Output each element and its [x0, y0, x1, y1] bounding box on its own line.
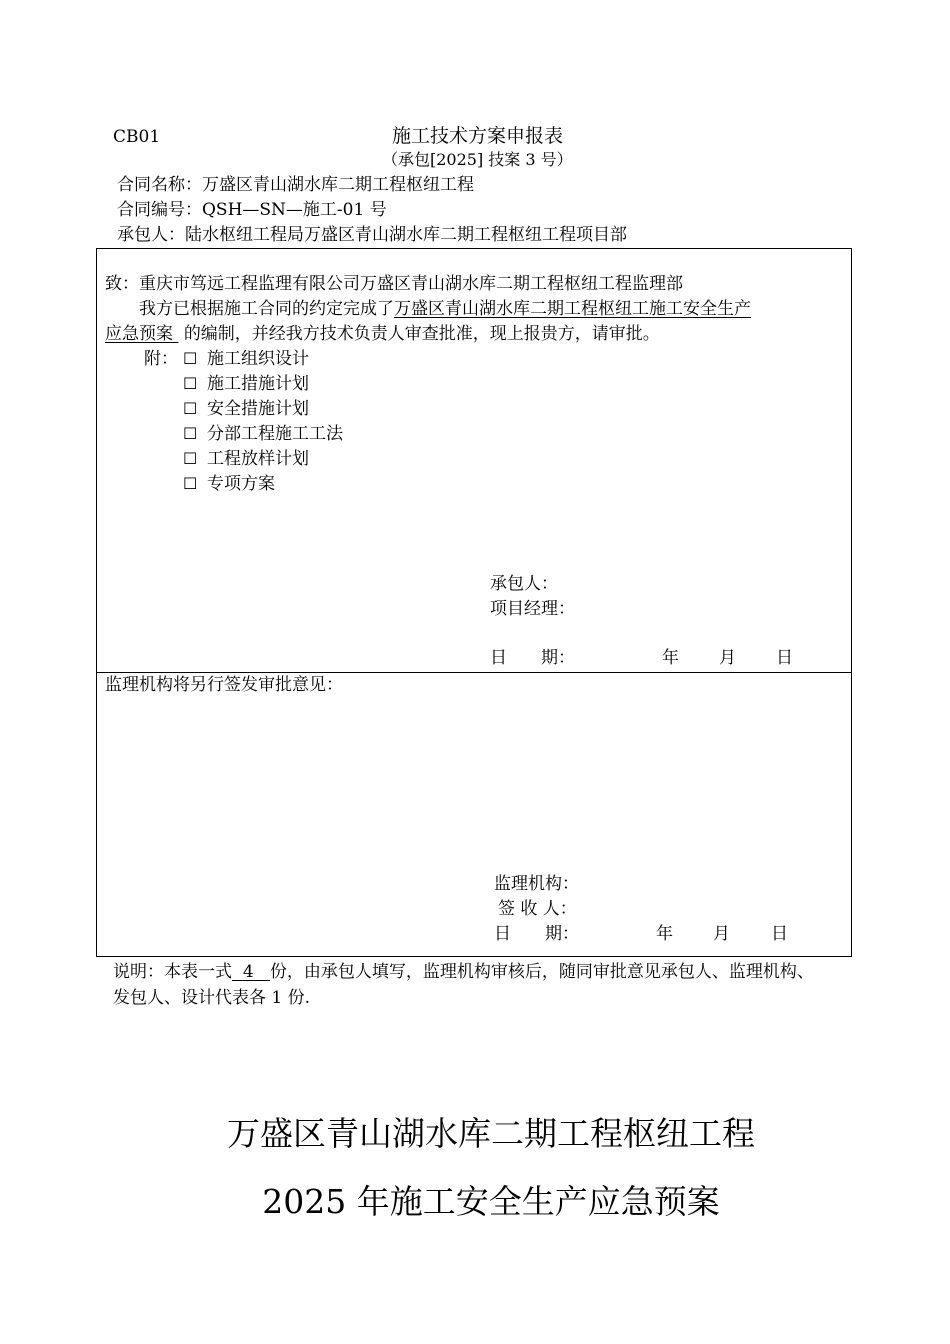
- contract-number: 合同编号：QSH—SN—施工-01 号: [117, 200, 387, 220]
- contract-name: 合同名称：万盛区青山湖水库二期工程枢纽工程: [117, 175, 474, 195]
- supervision-month: 月: [713, 924, 730, 944]
- note-line2: 发包人、设计代表各 1 份.: [113, 988, 311, 1008]
- attachment-label: 施工组织设计: [207, 349, 309, 369]
- submission-body-line2: 应急预案 的编制，并经我方技术负责人审查批准，现上报贵方，请审批。: [105, 324, 660, 344]
- submission-date-label: 日 期：: [490, 648, 575, 668]
- contractor-sign-label: 承包人：: [490, 574, 558, 594]
- attachment-label: 安全措施计划: [207, 399, 309, 419]
- supervision-agency-label: 监理机构：: [494, 874, 579, 894]
- attachment-item: [183, 476, 275, 493]
- checkbox-icon[interactable]: ☐: [183, 374, 198, 393]
- addressee-line: 致：重庆市笃远工程监理有限公司万盛区青山湖水库二期工程枢纽工程监理部: [105, 274, 683, 294]
- supervision-date-label: 日 期：: [494, 924, 579, 944]
- signer-label: 签 收 人：: [498, 899, 577, 919]
- cover-title-line2: 2025 年施工安全生产应急预案: [262, 1182, 720, 1221]
- attachment-item: [183, 376, 309, 393]
- submission-body-line1: 我方已根据施工合同的约定完成了万盛区青山湖水库二期工程枢纽工施工安全生产: [139, 299, 751, 319]
- checkbox-icon[interactable]: ☐: [183, 449, 198, 468]
- submission-day: 日: [776, 648, 793, 668]
- checkbox-icon[interactable]: ☐: [183, 474, 198, 493]
- attachment-item: [183, 451, 309, 468]
- submission-month: 月: [719, 648, 736, 668]
- attachment-label: 专项方案: [207, 474, 275, 494]
- submission-year: 年: [662, 648, 679, 668]
- checkbox-icon[interactable]: ☐: [183, 399, 198, 418]
- supervision-year: 年: [656, 924, 673, 944]
- plan-name: 万盛区青山湖水库二期工程枢纽工施工安全生产: [394, 299, 751, 319]
- checkbox-icon[interactable]: ☐: [183, 349, 198, 368]
- attachment-label: 工程放样计划: [207, 449, 309, 469]
- attachment-label: 施工措施计划: [207, 374, 309, 394]
- attachment-label: 分部工程施工工法: [207, 424, 343, 444]
- supervision-opinion-line: 监理机构将另行签发审批意见：: [105, 675, 343, 695]
- note-line1: 说明：本表一式 4 份，由承包人填写，监理机构审核后，随同审批意见承包人、监理机构、: [113, 962, 814, 982]
- supervision-section: [96, 672, 852, 957]
- supervision-day: 日: [771, 924, 788, 944]
- attachment-item: [183, 401, 309, 418]
- attachment-item: [183, 426, 343, 443]
- plan-name-cont: 应急预案: [105, 324, 173, 344]
- form-subtitle: （承包[2025] 技案 3 号）: [382, 150, 573, 169]
- attachments-label: 附：: [144, 349, 178, 369]
- form-title: 施工技术方案申报表: [392, 125, 564, 147]
- attachment-item: [183, 351, 309, 368]
- copies-count: 4: [242, 962, 254, 982]
- cover-title-line1: 万盛区青山湖水库二期工程枢纽工程: [227, 1114, 755, 1153]
- project-manager-label: 项目经理：: [490, 599, 575, 619]
- checkbox-icon[interactable]: ☐: [183, 424, 198, 443]
- contractor: 承包人：陆水枢纽工程局万盛区青山湖水库二期工程枢纽工程项目部: [117, 225, 627, 245]
- form-code: CB01: [113, 127, 161, 147]
